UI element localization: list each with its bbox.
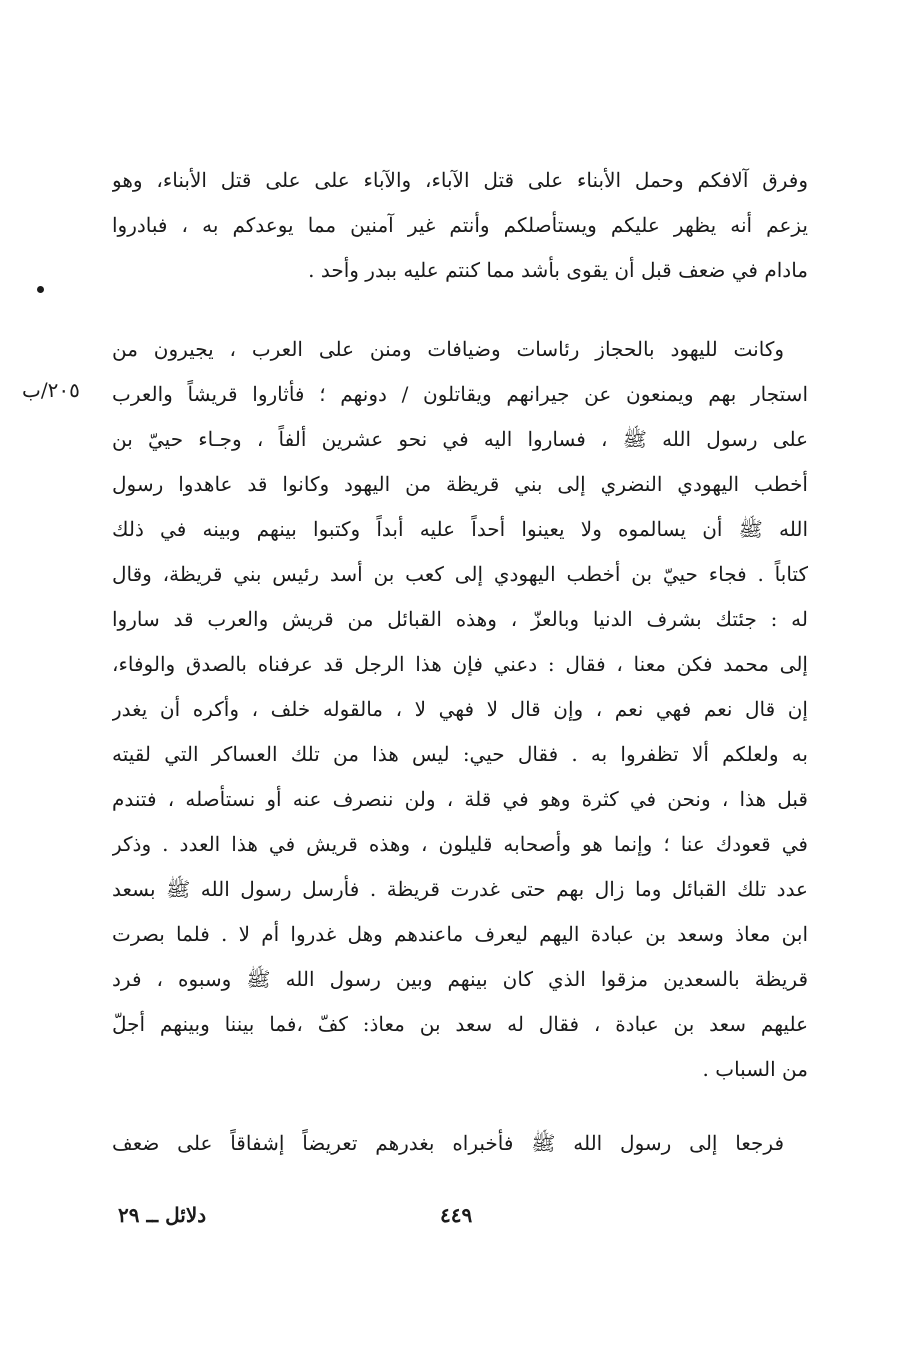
margin-dot xyxy=(37,286,44,293)
text-line: إن قال نعم فهي نعم ، وإن قال لا فهي لا ، مالقوله خلف ، وأكره أن يغدر xyxy=(112,697,808,721)
text-line: له : جئتك بشرف الدنيا وبالعزّ ، وهذه القبائل من قريش والعرب قد ساروا xyxy=(112,607,808,631)
text-line: الله ﷺ أن يسالموه ولا يعينوا أحداً عليه أبداً وكتبوا بينهم وبينه في ذلك xyxy=(112,517,808,541)
paragraph-3 xyxy=(112,1121,808,1166)
text-line: على رسول الله ﷺ ، فساروا اليه في نحو عشرين ألفاً ، وجـاء حييّ بن xyxy=(112,427,808,451)
text-line: يزعم أنه يظهر عليكم ويستأصلكم وأنتم غير آمنين مما يوعدكم به ، فبادروا xyxy=(112,213,808,237)
text-line: أخطب اليهودي النضري إلى بني قريظة من اليهود وكانوا قد عاهدوا رسول xyxy=(112,472,808,496)
text-line: وكانت لليهود بالحجاز رئاسات وضيافات ومنن على العرب ، يجيرون من xyxy=(112,337,784,361)
page-number: ٤٤٩ xyxy=(440,1203,473,1227)
text-line: كتاباً . فجاء حييّ بن أخطب اليهودي إلى كعب بن أسد رئيس بني قريظة، وقال xyxy=(112,562,808,586)
text-line: قريظة بالسعدين مزقوا الذي كان بينهم وبين رسول الله ﷺ وسبوه ، فرد xyxy=(112,967,808,991)
signature-mark: دلائل ــ ٢٩ xyxy=(118,1203,207,1227)
paragraph-1 xyxy=(112,158,808,293)
text-line: به ولعلكم ألا تظفروا به . فقال حيي: ليس هذا من تلك العساكر التي لقيته xyxy=(112,742,808,766)
paragraph-2 xyxy=(112,327,808,1092)
text-line: فرجعا إلى رسول الله ﷺ فأخبراه بغدرهم تعريضاً إشفاقاً على ضعف xyxy=(112,1131,784,1155)
text-line: ابن معاذ وسعد بن عبادة اليهم ليعرف ماعندهم وهل غدروا أم لا . فلما بصرت xyxy=(112,922,808,946)
text-line: مادام في ضعف قبل أن يقوى بأشد مما كنتم عليه ببدر وأحد . xyxy=(308,258,808,282)
text-line: عدد تلك القبائل وما زال بهم حتى غدرت قريظة . فأرسل رسول الله ﷺ بسعد xyxy=(112,877,808,901)
text-line: وفرق آلافكم وحمل الأبناء على قتل الآباء، والآباء على على قتل الأبناء، وهو xyxy=(112,168,808,192)
text-line: عليهم سعد بن عبادة ، فقال له سعد بن معاذ: كفّ ،فما بيننا وبينهم أجلّ xyxy=(112,1012,808,1036)
text-line: إلى محمد فكن معنا ، فقال : دعني فإن هذا الرجل قد عرفناه بالصدق والوفاء، xyxy=(112,652,808,676)
text-line: استجار بهم ويمنعون عن جيرانهم ويقاتلون / دونهم ؛ فأثاروا قريشاً والعرب xyxy=(112,382,808,406)
text-line: في قعودك عنا ؛ وإنما هو وأصحابه قليلون ، وهذه قريش في هذا العدد . وذكر xyxy=(112,832,808,856)
text-line: قبل هذا ، ونحن في كثرة وهو في قلة ، ولن ننصرف عنه أو نستأصله ، فتندم xyxy=(112,787,808,811)
folio-margin-note: ٢٠٥/ب xyxy=(22,378,80,402)
text-line: من السباب . xyxy=(702,1057,808,1081)
